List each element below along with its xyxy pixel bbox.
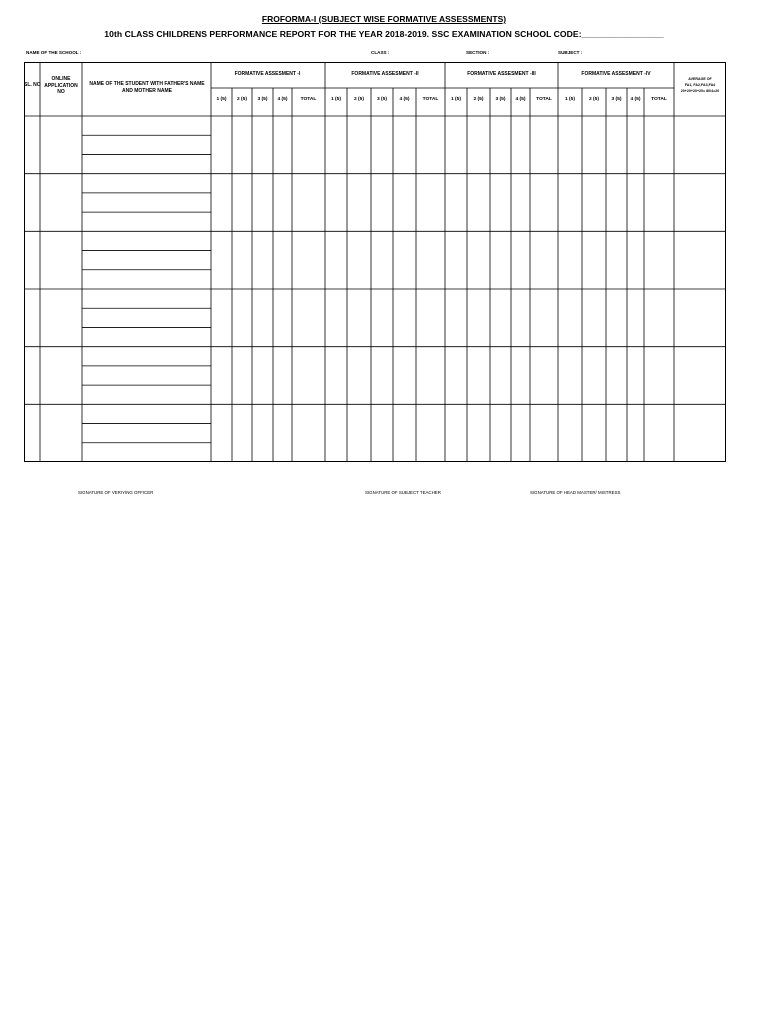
subheader-fa4-col-3: 3 (5)	[611, 97, 622, 102]
subheader-fa3-col-2: 2 (5)	[473, 97, 484, 102]
subheader-fa2-col-2: 2 (5)	[353, 97, 365, 102]
subheader-fa2-col-5: TOTAL	[422, 97, 439, 102]
subheader-fa3-col-5: TOTAL	[536, 97, 552, 102]
subheader-fa3-col-1: 1 (5)	[450, 97, 462, 102]
subheader-fa1-col-4: 4 (5)	[277, 97, 288, 102]
subheader-fa4-col-2: 2 (5)	[588, 97, 600, 102]
header-formative-assessment-1: FORMATIVE ASSESMENT -I	[234, 71, 301, 77]
subheader-fa2-col-1: 1 (5)	[330, 97, 342, 102]
header-formative-assessment-4: FORMATIVE ASSESMENT -IV	[581, 71, 651, 77]
report-title: 10th CLASS CHILDRENS PERFORMANCE REPORT FOR THE YEAR 2018-2019. SSC EXAMINATION SCHOOL CODE:_________________	[104, 29, 664, 39]
header-formative-assessment-3: FORMATIVE ASSESMENT -III	[467, 71, 536, 77]
subheader-fa4-col-4: 4 (5)	[630, 97, 641, 102]
signature-head-master: SIGNATURE OF HEAD MASTER/ MISTRESS	[530, 490, 621, 495]
class-label: CLASS :	[371, 50, 390, 55]
subheader-fa1-col-1: 1 (5)	[216, 97, 227, 102]
header-sl-no: SL. NO	[24, 82, 41, 88]
header-online-application-no: ONLINE APPLICATION NO	[44, 76, 78, 95]
header-formative-assessment-2: FORMATIVE ASSESMENT -II	[351, 71, 419, 77]
header-average: AVERAGE OF FA1, FA2,FA3,FA4 20+20+20+20= 80/4=20	[680, 77, 720, 93]
signature-verifying-officer: SIGNATURE OF VERIYING OFFICER	[78, 490, 154, 495]
table-border	[25, 63, 726, 462]
subheader-fa2-col-4: 4 (5)	[399, 97, 410, 102]
signature-subject-teacher: SIGNATURE OF SUBJECT TEACHER	[365, 490, 441, 495]
header-student-name: NAME OF THE STUDENT WITH FATHER'S NAME AND MOTHER NAME	[89, 81, 205, 94]
table-grid-lines	[24, 62, 726, 463]
performance-table	[24, 62, 726, 463]
form-title: FROFORMA-I (SUBJECT WISE FORMATIVE ASSESSMENTS)	[261, 14, 507, 24]
section-label: SECTION :	[466, 50, 490, 55]
subheader-fa1-col-5: TOTAL	[300, 97, 317, 102]
subheader-fa4-col-5: TOTAL	[651, 97, 667, 102]
subheader-fa3-col-3: 3 (5)	[495, 97, 506, 102]
subject-label: SUBJECT :	[558, 50, 583, 55]
subheader-fa3-col-4: 4 (5)	[515, 97, 526, 102]
subheader-fa4-col-1: 1 (5)	[564, 97, 576, 102]
subheader-fa1-col-2: 2 (5)	[236, 97, 248, 102]
school-name-label: NAME OF THE SCHOOL :	[26, 50, 82, 55]
subheader-fa1-col-3: 3 (5)	[257, 97, 268, 102]
subheader-fa2-col-3: 3 (5)	[376, 97, 388, 102]
